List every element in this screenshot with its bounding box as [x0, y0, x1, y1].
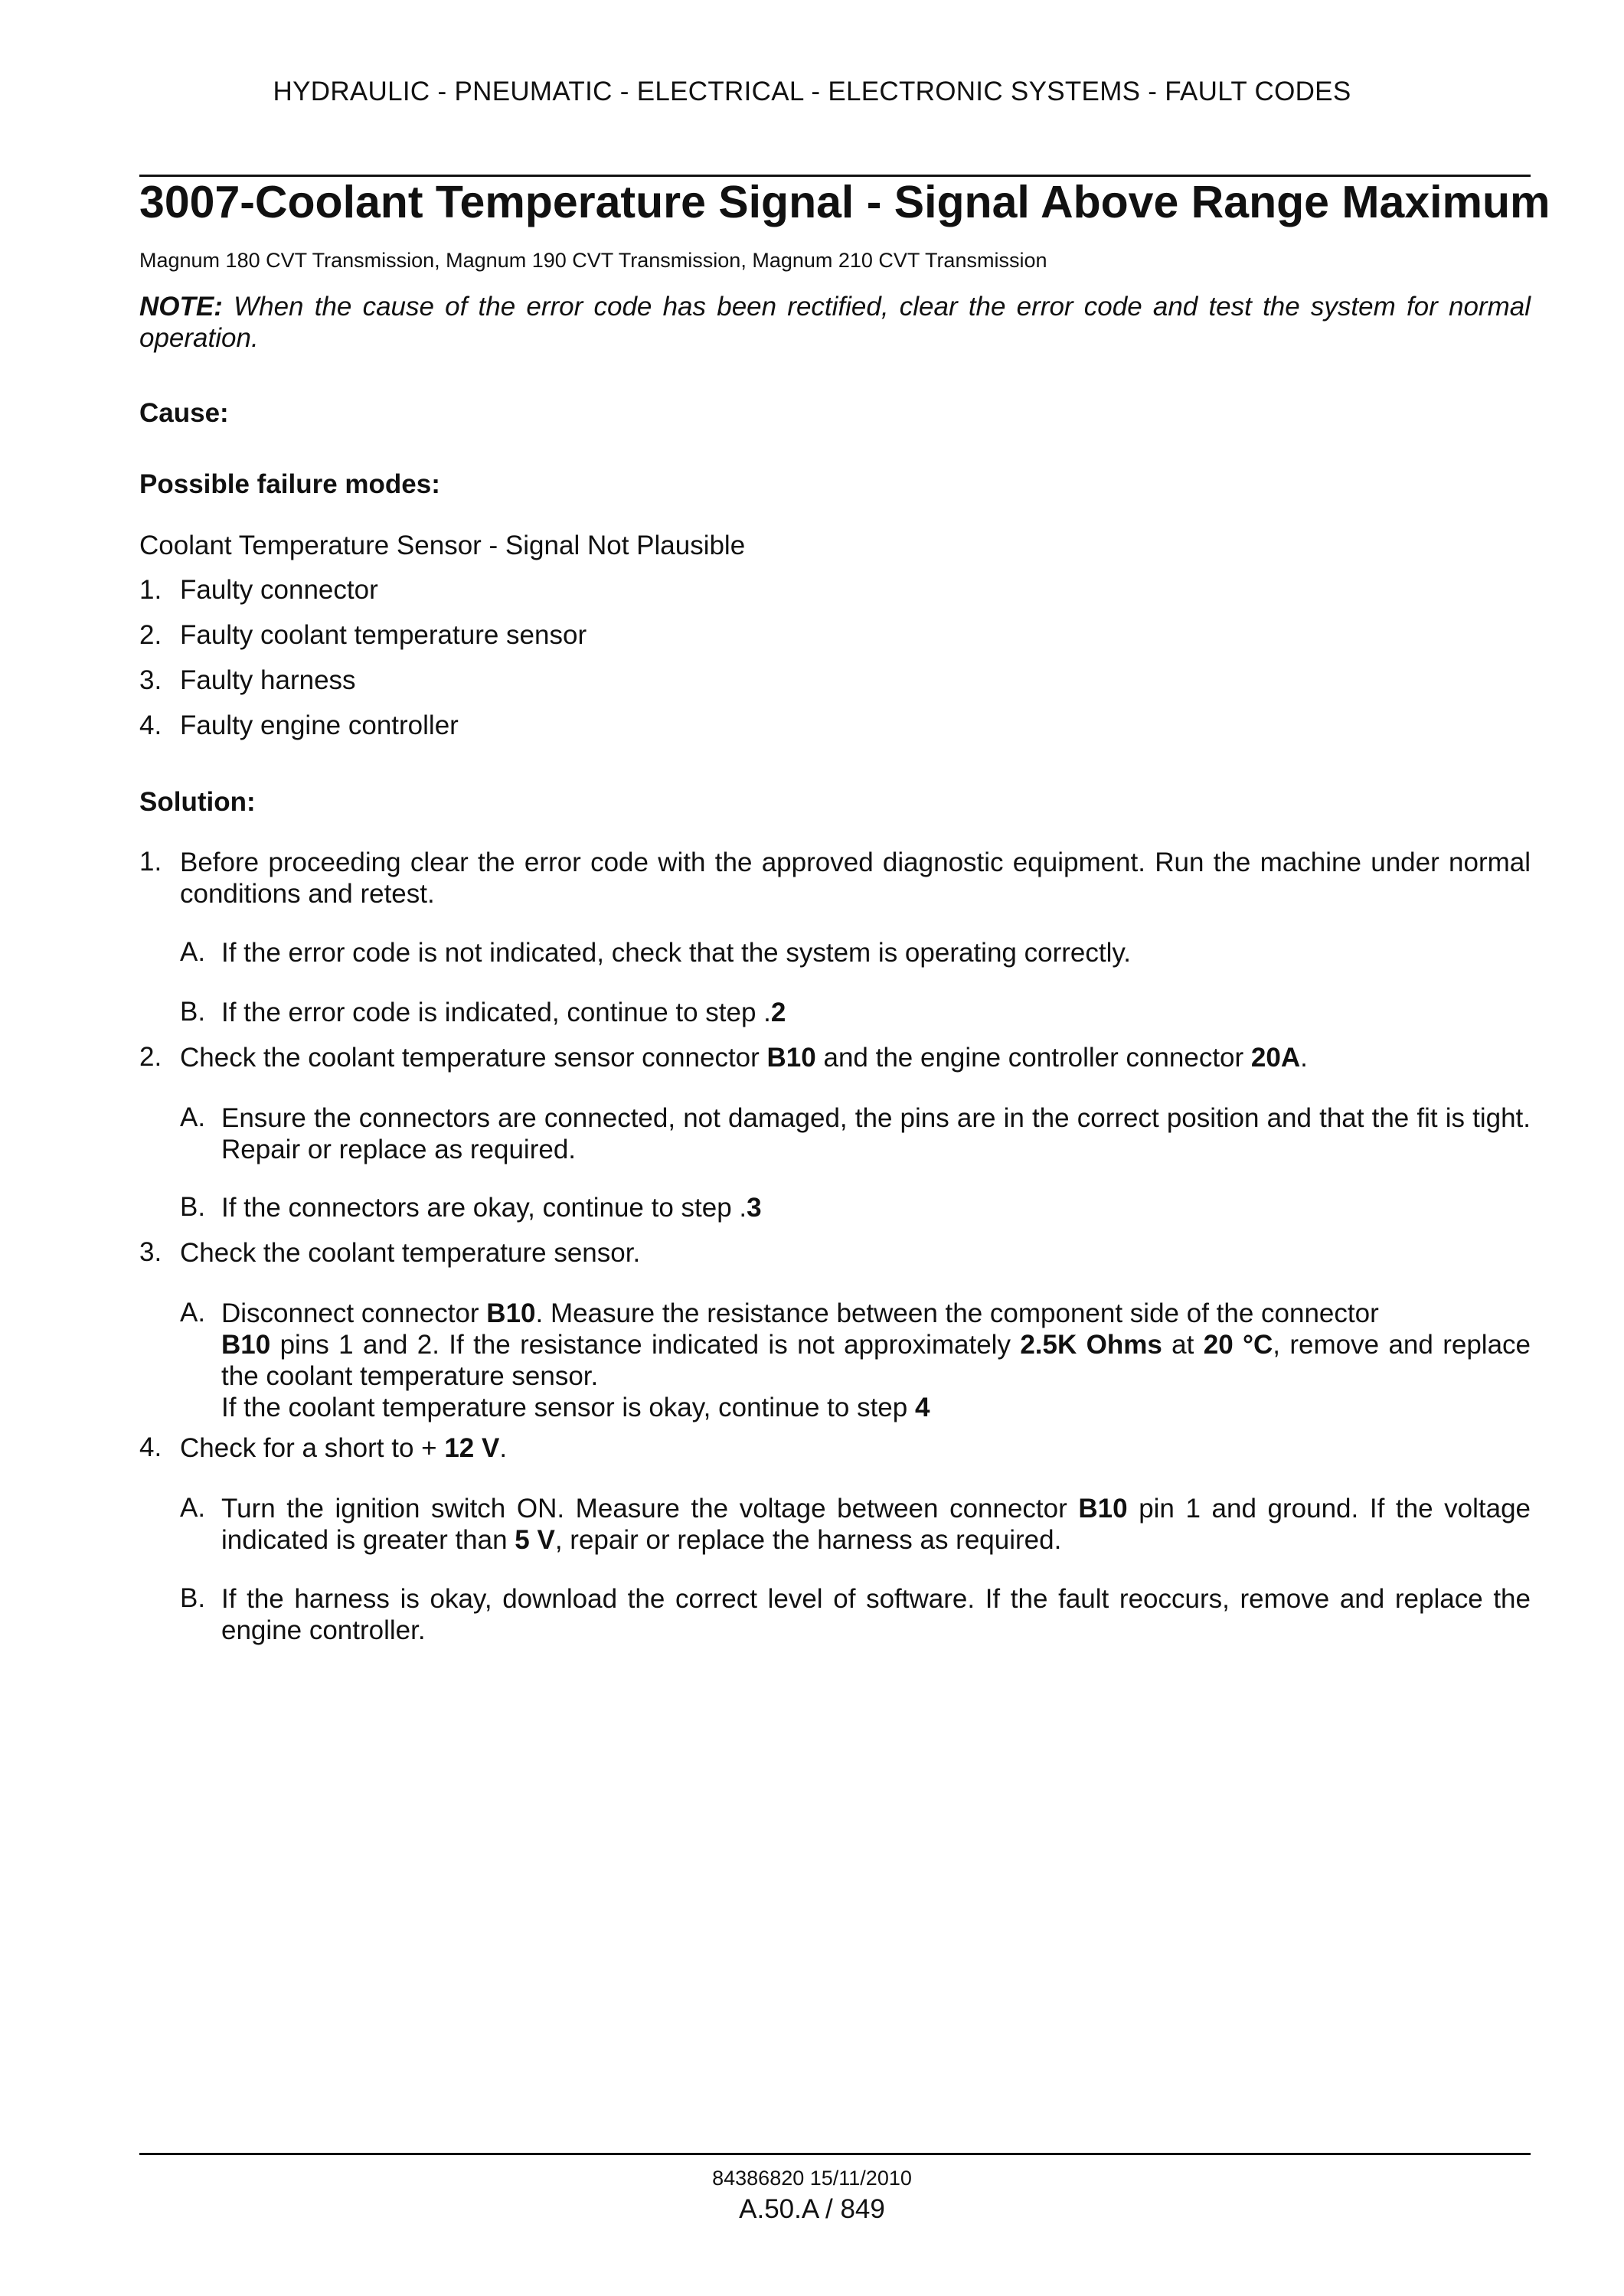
step-2a-text: Ensure the connectors are connected, not damaged, the pins are in the correct position and that the fit is tight. Repair or replace as required.: [221, 1103, 1531, 1164]
failure-modes-heading: Possible failure modes:: [139, 469, 440, 499]
step-num: 2.: [139, 1042, 162, 1072]
step-1-text: Before proceeding clear the error code with the approved diagnostic equipment. Run the machine under normal conditions and retest.: [180, 848, 1531, 909]
step-2b-text: If the connectors are okay, continue to step .3: [221, 1193, 762, 1223]
page-title: 3007-Coolant Temperature Signal - Signal Above Range Maximum: [139, 177, 1550, 227]
footer-rule: [139, 2153, 1531, 2155]
failure-item: Faulty engine controller: [180, 710, 459, 740]
document-id: 84386820 15/11/2010: [712, 2167, 912, 2190]
substep-letter: A.: [180, 1102, 206, 1132]
step-4b-text: If the harness is okay, download the correct level of software. If the fault reoccurs, remove and replace the engine controller.: [221, 1584, 1531, 1645]
step-num: 3.: [139, 1237, 162, 1267]
substep-letter: A.: [180, 937, 206, 967]
substep-letter: B.: [180, 1192, 206, 1222]
failure-num: 1.: [139, 575, 162, 605]
failure-intro: Coolant Temperature Sensor - Signal Not Plausible: [139, 531, 746, 560]
failure-num: 3.: [139, 665, 162, 695]
cause-heading: Cause:: [139, 398, 229, 428]
step-4a-text: Turn the ignition switch ON. Measure the voltage between connector B10 pin 1 and ground. If the voltage indicated is greater than 5 V, repair or replace the harness as required.: [221, 1494, 1531, 1555]
step-3a-text: Disconnect connector B10. Measure the resistance between the component side of the connector B10 pins 1 and 2. If the resistance indicated is not approximately 2.5K Ohms at 20 °C, remove and replace the coolant temperature sensor. If the coolant temperature sensor is okay, continue to step 4: [221, 1298, 1531, 1422]
substep-letter: A.: [180, 1493, 206, 1523]
substep-letter: B.: [180, 1583, 206, 1613]
step-4-text: Check for a short to + 12 V.: [180, 1433, 508, 1463]
failure-item: Faulty coolant temperature sensor: [180, 620, 587, 650]
step-num: 4.: [139, 1432, 162, 1462]
step-1b-text: If the error code is indicated, continue to step .2: [221, 998, 786, 1027]
step-num: 1.: [139, 847, 162, 877]
failure-num: 2.: [139, 620, 162, 650]
solution-heading: Solution:: [139, 787, 256, 817]
substep-letter: B.: [180, 997, 206, 1027]
failure-num: 4.: [139, 710, 162, 740]
note-paragraph: [139, 291, 1531, 354]
running-header: HYDRAULIC - PNEUMATIC - ELECTRICAL - ELECTRONIC SYSTEMS - FAULT CODES: [273, 77, 1351, 106]
failure-item: Faulty harness: [180, 665, 356, 695]
note-text: When the cause of the error code has been rectified, clear the error code and test the system for normal operation.: [139, 292, 1531, 353]
page-number: A.50.A / 849: [739, 2194, 885, 2224]
failure-item: Faulty connector: [180, 575, 378, 605]
step-3-text: Check the coolant temperature sensor.: [180, 1238, 641, 1268]
model-applicability: Magnum 180 CVT Transmission, Magnum 190 CVT Transmission, Magnum 210 CVT Transmission: [139, 249, 1047, 272]
substep-letter: A.: [180, 1298, 206, 1328]
step-1a-text: If the error code is not indicated, check that the system is operating correctly.: [221, 938, 1131, 968]
note-label: NOTE:: [139, 292, 223, 322]
step-2-text: Check the coolant temperature sensor connector B10 and the engine controller connector 20A.: [180, 1043, 1308, 1073]
